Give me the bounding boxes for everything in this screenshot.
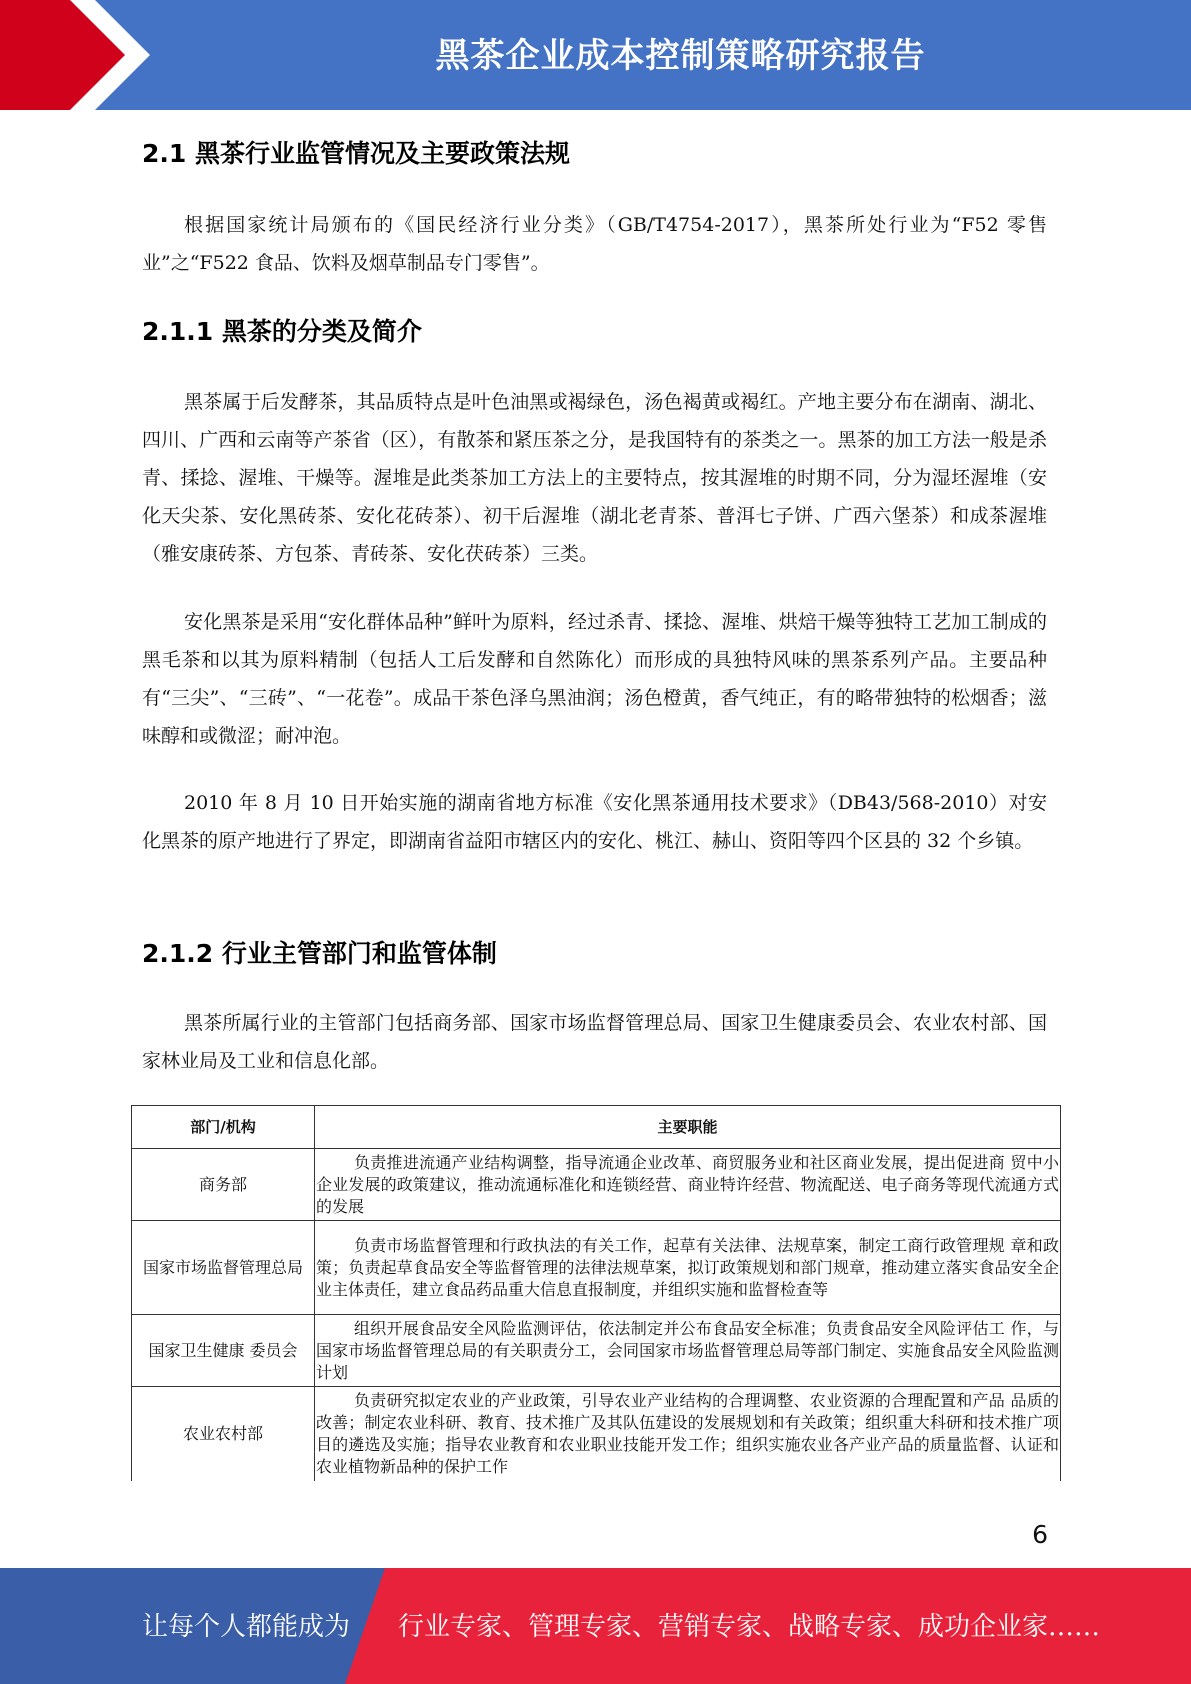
page-number: 6: [1032, 1520, 1048, 1549]
column-header-duties: 主要职能: [315, 1106, 1061, 1149]
department-cell: 国家市场监督管理总局: [132, 1221, 315, 1315]
table-header-row: [132, 1106, 1061, 1149]
table-row: [132, 1315, 1061, 1387]
paragraph-origin-standard: 2010 年 8 月 10 日开始实施的湖南省地方标准《安化黑茶通用技术要求》（DB43/568-2010）对安化黑茶的原产地进行了界定，即湖南省益阳市辖区内的安化、桃江、赫山、资阳等四个区县的 32 个乡镇。: [142, 792, 1047, 852]
paragraph-regulators: 黑茶所属行业的主管部门包括商务部、国家市场监督管理总局、国家卫生健康委员会、农业农村部、国家林业局及工业和信息化部。: [142, 1012, 1047, 1072]
footer-slogan-left: 让每个人都能成为: [142, 1612, 351, 1642]
department-cell: 农业农村部: [132, 1387, 315, 1481]
paragraph-dark-tea-intro: 黑茶属于后发酵茶，其品质特点是叶色油黑或褐绿色，汤色褐黄或褐红。产地主要分布在湖南、湖北、四川、广西和云南等产茶省（区），有散茶和紧压茶之分，是我国特有的茶类之一。黑茶的加工方法一般是杀青、揉捻、渥堆、干燥等。渥堆是此类茶加工方法上的主要特点，按其渥堆的时期不同，分为湿坯渥堆（安化天尖茶、安化黑砖茶、安化花砖茶）、初干后渥堆（湖北老青茶、普洱七子饼、广西六堡茶）和成茶渥堆（雅安康砖茶、方包茶、青砖茶、安化茯砖茶）三类。: [142, 391, 1047, 565]
department-cell: 国家卫生健康 委员会: [132, 1315, 315, 1387]
paragraph-industry-classification: 根据国家统计局颁布的《国民经济行业分类》（GB/T4754-2017），黑茶所处行业为“F52 零售业”之“F522 食品、饮料及烟草制品专门零售”。: [142, 214, 1047, 274]
section-heading-2-1-2: 2.1.2 行业主管部门和监管体制: [142, 939, 497, 968]
table-row: [132, 1387, 1061, 1481]
footer-slogan-right: 行业专家、管理专家、营销专家、战略专家、成功企业家……: [398, 1612, 1101, 1642]
duties-cell: 组织开展食品安全风险监测评估，依法制定并公布食品安全标准；负责食品安全风险评估工 作，与国家市场监督管理总局的有关职责分工，会同国家市场监督管理总局等部门制定、实施食品安全风险监测计划: [315, 1315, 1061, 1387]
section-heading-2-1-1: 2.1.1 黑茶的分类及简介: [142, 317, 422, 346]
header-chevron-decoration: [0, 0, 150, 110]
table-row: [132, 1221, 1061, 1315]
report-title: 黑茶企业成本控制策略研究报告: [435, 36, 926, 76]
column-header-department: 部门/机构: [132, 1106, 315, 1149]
duties-cell: 负责推进流通产业结构调整，指导流通企业改革、商贸服务业和社区商业发展，提出促进商 贸中小企业发展的政策建议，推动流通标准化和连锁经营、商业特许经营、物流配送、电子商务等现代流通方式的发展: [315, 1149, 1061, 1221]
page-header: [0, 0, 1191, 110]
page-footer: [0, 1568, 1191, 1684]
section-heading-2-1: 2.1 黑茶行业监管情况及主要政策法规: [142, 139, 570, 168]
department-cell: 商务部: [132, 1149, 315, 1221]
duties-cell: 负责研究拟定农业的产业政策，引导农业产业结构的合理调整、农业资源的合理配置和产品 品质的改善；制定农业科研、教育、技术推广及其队伍建设的发展规划和有关政策；组织重大科研和技术推广项目的遴选及实施；指导农业教育和农业职业技能开发工作；组织实施农业各产业产品的质量监督、认证和农业植物新品种的保护工作: [315, 1387, 1061, 1481]
regulators-table: [131, 1105, 1061, 1481]
duties-cell: 负责市场监督管理和行政执法的有关工作，起草有关法律、法规草案，制定工商行政管理规 章和政策；负责起草食品安全等监督管理的法律法规草案，拟订政策规划和部门规章，推动建立落实食品安全企业主体责任，建立食品药品重大信息直报制度，并组织实施和监督检查等: [315, 1221, 1061, 1315]
paragraph-anhua-dark-tea: 安化黑茶是采用“安化群体品种”鲜叶为原料，经过杀青、揉捻、渥堆、烘焙干燥等独特工艺加工制成的黑毛茶和以其为原料精制（包括人工后发酵和自然陈化）而形成的具独特风味的黑茶系列产品。主要品种有“三尖”、“三砖”、“一花卷”。成品干茶色泽乌黑油润；汤色橙黄，香气纯正，有的略带独特的松烟香；滋味醇和或微涩；耐冲泡。: [142, 611, 1047, 747]
table-row: [132, 1149, 1061, 1221]
